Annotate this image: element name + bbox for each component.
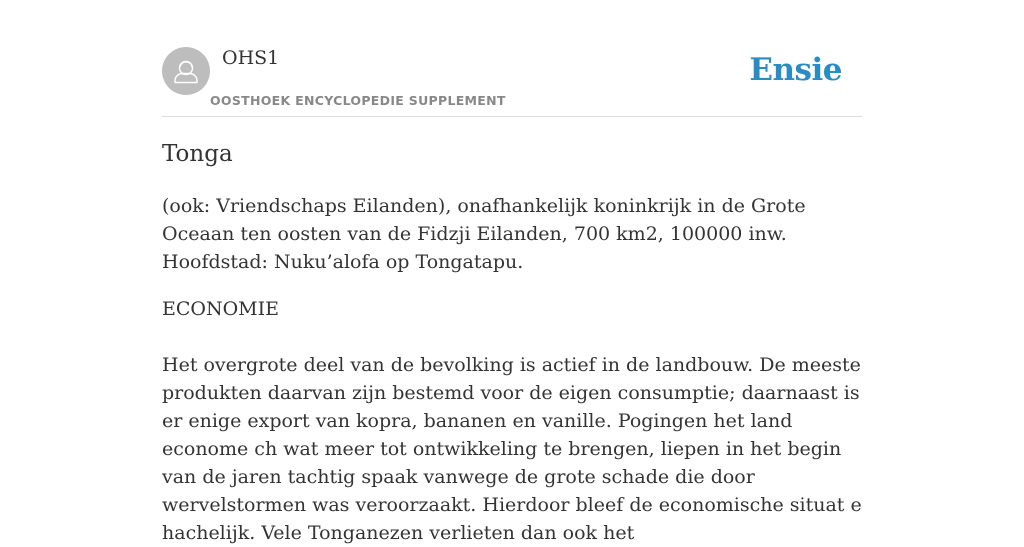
- article-intro: (ook: Vriendschaps Eilanden), onafhankelijk koninkrijk in de Grote Oceaan ten oosten van de Fidzji Eilanden, 700 km2, 100000 inw. Hoofdstad: Nuku’alofa op Tongatapu.: [162, 195, 806, 273]
- ensie-logo[interactable]: Ensie: [749, 52, 842, 88]
- article-body: Het overgrote deel van de bevolking is actief in de landbouw. De meeste produkten daarvan zijn bestemd voor de eigen consumptie; daarnaast is er enige export van kopra, bananen en vanille. Pogingen het land econome ch wat meer tot ontwikkeling te brengen, liepen in het begin van de jaren tachtig spaak vanwege de grote schade die door wervelstormen was veroorzaakt. Hierdoor bleef de economische situat e hachelijk. Vele Tonganezen verlieten dan ook het: [162, 354, 862, 544]
- article-title: Tonga: [162, 141, 233, 167]
- source-name[interactable]: OOSTHOEK ENCYCLOPEDIE SUPPLEMENT: [210, 93, 506, 108]
- header: [162, 0, 862, 117]
- source-code[interactable]: OHS1: [222, 47, 280, 69]
- user-icon: [162, 47, 210, 95]
- article: [162, 137, 862, 547]
- avatar[interactable]: [162, 47, 210, 95]
- section-heading: ECONOMIE: [162, 298, 280, 320]
